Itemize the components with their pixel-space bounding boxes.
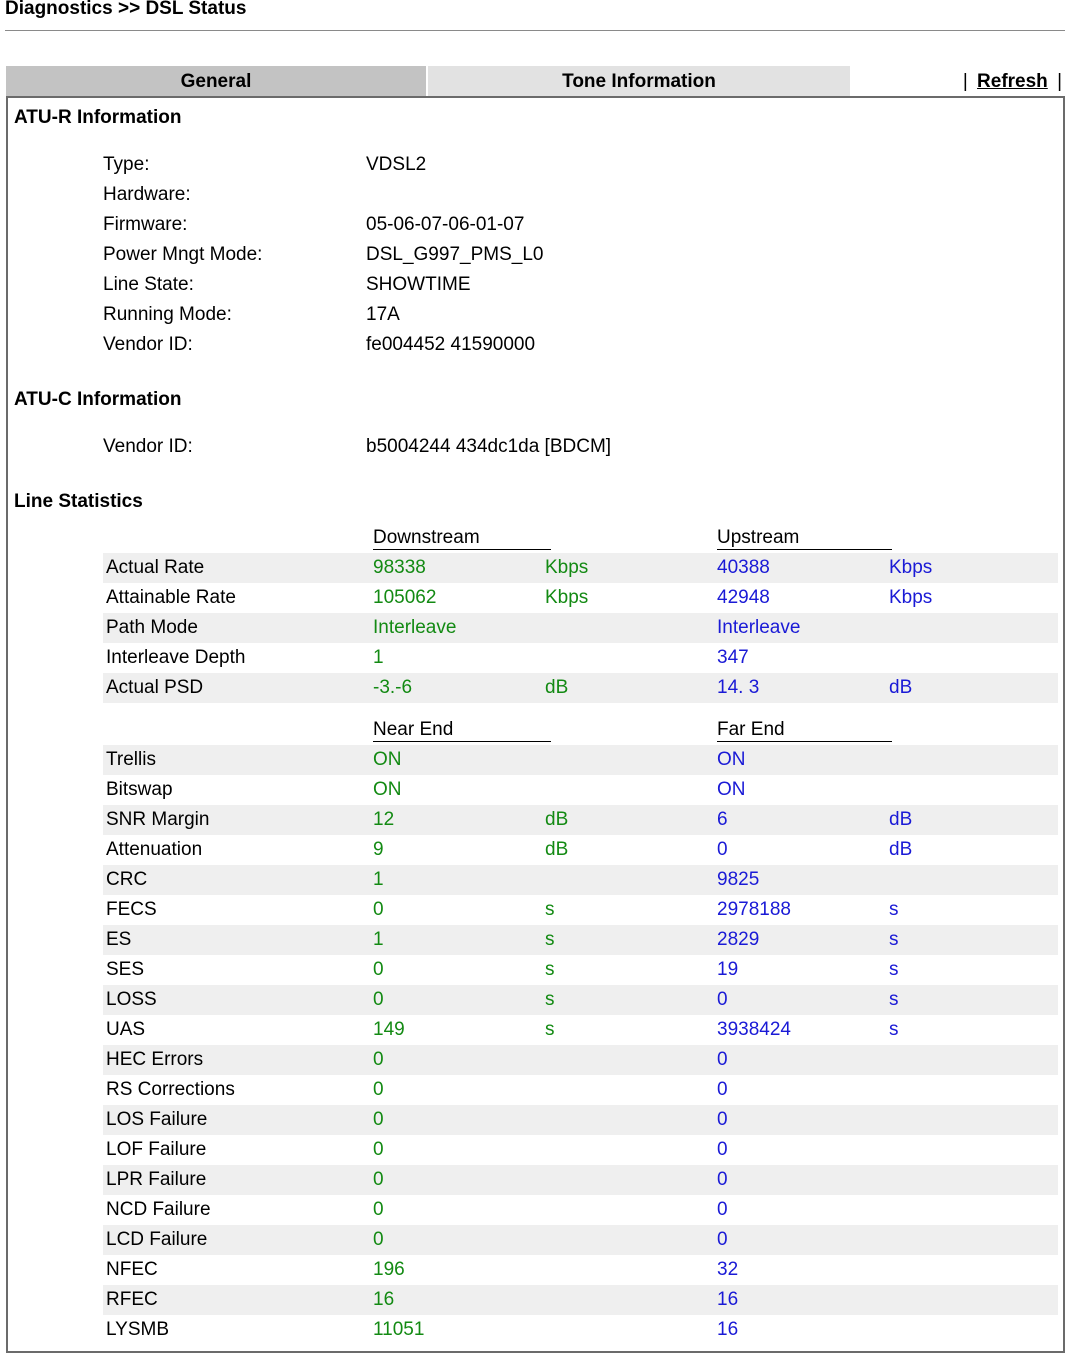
stat-downstream-value: ON [373,779,402,800]
stat-downstream-unit: Kbps [545,557,589,578]
line-stats-counters [103,715,1058,1345]
stat-upstream-unit: Kbps [889,587,933,608]
stat-upstream-value: 2829 [717,929,760,950]
stats-row [103,1015,1058,1045]
stat-downstream-value: 0 [373,1049,384,1070]
info-label: Vendor ID: [103,334,193,355]
info-label: Firmware: [103,214,188,235]
stat-upstream-unit: dB [889,677,913,698]
far-end-header: Far End [717,719,892,742]
stat-label: ES [106,929,132,950]
stats-row [103,643,1058,673]
stat-upstream-value: 0 [717,839,728,860]
stat-label: FECS [106,899,157,920]
stats-row [103,925,1058,955]
stat-upstream-value: 6 [717,809,728,830]
separator-right: | [1057,71,1062,92]
stat-downstream-value: 0 [373,959,384,980]
stat-upstream-value: 19 [717,959,739,980]
tab-tone-information[interactable]: Tone Information [428,66,850,97]
stat-upstream-value: 16 [717,1319,739,1340]
stats-row [103,985,1058,1015]
stat-label: NCD Failure [106,1199,211,1220]
stat-upstream-unit: s [889,989,899,1010]
rates-header [103,523,1058,553]
stats-row [103,553,1058,583]
info-label: Hardware: [103,184,191,205]
line-stats-rates [103,523,1058,703]
stat-downstream-unit: s [545,959,555,980]
stat-downstream-unit: s [545,929,555,950]
stat-label: Actual Rate [106,557,205,578]
info-label: Running Mode: [103,304,232,325]
stat-downstream-unit: s [545,899,555,920]
stats-row [103,1195,1058,1225]
info-label: Vendor ID: [103,436,193,457]
tab-general[interactable]: General [6,66,426,97]
stat-upstream-value: 0 [717,1169,728,1190]
stat-label: LPR Failure [106,1169,207,1190]
stat-downstream-unit: Kbps [545,587,589,608]
stats-row [103,1105,1058,1135]
stat-label: LCD Failure [106,1229,208,1250]
stat-upstream-value: 0 [717,989,728,1010]
stat-label: LOSS [106,989,157,1010]
stat-downstream-value: 105062 [373,587,437,608]
info-value: DSL_G997_PMS_L0 [366,244,544,265]
info-value: VDSL2 [366,154,427,175]
stats-row [103,1255,1058,1285]
info-value: 17A [366,304,400,325]
stats-row [103,1285,1058,1315]
info-value: fe004452 41590000 [366,334,536,355]
stat-upstream-value: 2978188 [717,899,791,920]
stat-label: Attenuation [106,839,203,860]
stats-row [103,583,1058,613]
stat-upstream-value: 14. 3 [717,677,760,698]
stat-label: SNR Margin [106,809,210,830]
stats-row [103,1165,1058,1195]
stat-upstream-unit: Kbps [889,557,933,578]
stat-upstream-value: Interleave [717,617,801,638]
stat-label: LOF Failure [106,1139,207,1160]
stat-upstream-value: 16 [717,1289,739,1310]
stats-row [103,955,1058,985]
stat-downstream-value: 16 [373,1289,395,1310]
info-label: Type: [103,154,150,175]
stat-downstream-value: 0 [373,1229,384,1250]
stat-upstream-value: ON [717,749,746,770]
stat-label: HEC Errors [106,1049,204,1070]
line-statistics-title: Line Statistics [14,491,143,512]
stat-upstream-value: 40388 [717,557,770,578]
stat-downstream-value: -3.-6 [373,677,413,698]
separator-left: | [962,71,968,92]
stats-row [103,1315,1058,1345]
stat-downstream-unit: dB [545,677,569,698]
stat-downstream-unit: dB [545,839,569,860]
stat-label: Actual PSD [106,677,204,698]
stat-label: Attainable Rate [106,587,236,608]
info-label: Line State: [103,274,194,295]
stat-upstream-value: 0 [717,1079,728,1100]
stats-row [103,775,1058,805]
stats-row [103,865,1058,895]
stat-label: NFEC [106,1259,158,1280]
stat-downstream-value: 0 [373,899,384,920]
stat-label: UAS [106,1019,146,1040]
stat-downstream-value: 11051 [373,1319,425,1340]
stat-downstream-value: 9 [373,839,384,860]
dsl-status-panel [6,96,1065,1353]
stats-row [103,835,1058,865]
stat-downstream-value: 0 [373,1079,384,1100]
stat-upstream-value: 3938424 [717,1019,791,1040]
stats-row [103,1135,1058,1165]
stat-label: Interleave Depth [106,647,246,668]
stat-downstream-unit: s [545,989,555,1010]
stat-label: RFEC [106,1289,158,1310]
stat-downstream-value: 1 [373,929,384,950]
stats-row [103,805,1058,835]
info-label: Power Mngt Mode: [103,244,263,265]
stat-label: Bitswap [106,779,173,800]
stat-downstream-value: ON [373,749,402,770]
stat-upstream-value: 0 [717,1109,728,1130]
stats-row [103,1045,1058,1075]
info-value: SHOWTIME [366,274,471,295]
stat-label: SES [106,959,145,980]
stat-downstream-value: 0 [373,1139,384,1160]
stat-label: Trellis [106,749,156,770]
stat-label: LOS Failure [106,1109,208,1130]
stat-upstream-unit: s [889,899,899,920]
stat-downstream-value: 12 [373,809,395,830]
stat-upstream-value: 42948 [717,587,770,608]
atu-c-title: ATU-C Information [14,389,182,410]
stat-downstream-value: 1 [373,869,384,890]
stat-downstream-value: 0 [373,1199,384,1220]
stat-downstream-value: 149 [373,1019,405,1040]
stat-upstream-unit: s [889,1019,899,1040]
stat-upstream-unit: s [889,959,899,980]
atu-r-title: ATU-R Information [14,107,182,128]
info-value: b5004244 434dc1da [BDCM] [366,436,612,457]
refresh-link[interactable]: Refresh [977,71,1048,92]
stat-downstream-unit: s [545,1019,555,1040]
refresh-area [963,66,1062,97]
stat-label: RS Corrections [106,1079,235,1100]
stat-downstream-value: 196 [373,1259,405,1280]
stats-row [103,895,1058,925]
stat-downstream-value: 0 [373,989,384,1010]
stat-label: Path Mode [106,617,198,638]
stat-downstream-value: 1 [373,647,384,668]
stats-row [103,1225,1058,1255]
stat-upstream-value: 32 [717,1259,739,1280]
stat-upstream-value: 0 [717,1199,728,1220]
stat-upstream-value: 9825 [717,869,760,890]
stat-upstream-unit: dB [889,809,913,830]
stats-row [103,613,1058,643]
stat-upstream-value: 0 [717,1139,728,1160]
stat-upstream-value: 0 [717,1049,728,1070]
stat-label: LYSMB [106,1319,170,1340]
upstream-header: Upstream [717,527,892,550]
stat-label: CRC [106,869,148,890]
stat-upstream-value: 0 [717,1229,728,1250]
stat-downstream-unit: dB [545,809,569,830]
tab-bar [6,66,1066,97]
downstream-header: Downstream [373,527,551,550]
info-value: 05-06-07-06-01-07 [366,214,525,235]
stats-row [103,673,1058,703]
counters-header [103,715,1058,745]
stats-row [103,1075,1058,1105]
page-title: Diagnostics >> DSL Status [5,0,247,19]
stat-downstream-value: 0 [373,1109,384,1130]
stat-upstream-unit: dB [889,839,913,860]
stat-downstream-value: 98338 [373,557,426,578]
stats-row [103,745,1058,775]
stat-upstream-value: 347 [717,647,749,668]
stat-downstream-value: 0 [373,1169,384,1190]
title-divider [5,30,1065,31]
stat-upstream-value: ON [717,779,746,800]
stat-upstream-unit: s [889,929,899,950]
near-end-header: Near End [373,719,551,742]
stat-downstream-value: Interleave [373,617,457,638]
